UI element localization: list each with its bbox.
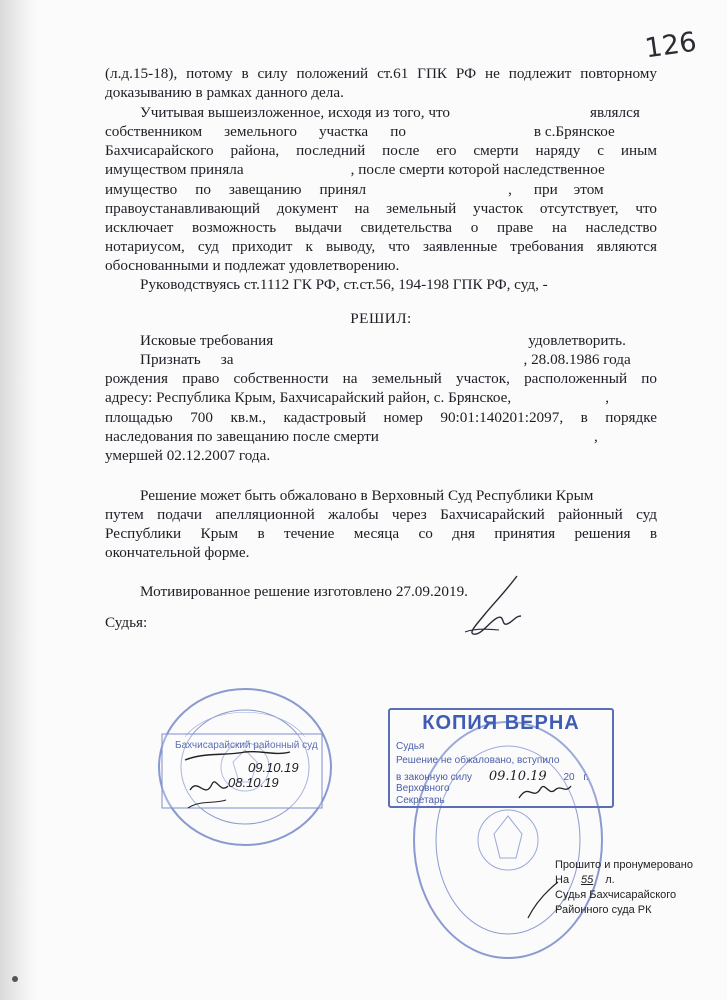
text-line: рождения право собственности на земельный участок, расположенный по bbox=[105, 370, 657, 387]
text-line: путем подачи апелляционной жалобы через Бахчисарайский районный суд bbox=[105, 506, 657, 523]
judge-signature bbox=[455, 572, 535, 642]
text-line: Республики Крым в течение месяца со дня принятия решения в bbox=[105, 525, 657, 542]
left-stamp-court-name: Бахчисарайский районный суд bbox=[175, 740, 318, 751]
stamp-verdict-label: Верховного bbox=[396, 783, 450, 794]
text-line: Решение может быть обжаловано в Верховный Суд Республики Крым bbox=[140, 487, 594, 504]
stamp-judge-label: Судья bbox=[396, 741, 425, 752]
court-seal-left bbox=[150, 682, 340, 852]
binding-line-3: Судья Бахчисарайского bbox=[555, 889, 677, 901]
stamp-title: КОПИЯ ВЕРНА bbox=[422, 712, 580, 734]
text-line: собственником земельного участка по в с.Брянское bbox=[105, 123, 615, 140]
decision-heading: РЕШИЛ: bbox=[350, 310, 412, 327]
binding-line-2: На 55 л. bbox=[555, 874, 615, 886]
text-line: доказыванию в рамках данного дела. bbox=[105, 84, 344, 101]
left-stamp-date-2: 08.10.19 bbox=[228, 775, 279, 790]
page-number: 126 bbox=[643, 26, 699, 65]
binding-line-1: Прошито и пронумеровано bbox=[555, 859, 693, 871]
text-line: нотариусом, суд приходит к выводу, что заявленные требования являются bbox=[105, 238, 657, 255]
text-line: Исковые требования удовлетворить. bbox=[140, 332, 626, 349]
scan-edge-shadow bbox=[0, 0, 38, 1000]
text-line: исключает возможность выдачи свидетельства о праве на наследство bbox=[105, 219, 657, 236]
text-line: (л.д.15-18), потому в силу положений ст.61 ГПК РФ не подлежит повторному bbox=[105, 65, 657, 82]
text-line: Руководствуясь ст.1112 ГК РФ, ст.ст.56, 194-198 ГПК РФ, суд, - bbox=[140, 276, 548, 293]
stamp-secretary-label: Секретарь bbox=[396, 795, 445, 806]
text-line: правоустанавливающий документ на земельный участок отсутствует, что bbox=[105, 200, 657, 217]
stamp-force-line: в законную силу 09.10.19 20 г. bbox=[396, 769, 589, 784]
text-line: имуществом приняла , после смерти которой наследственное bbox=[105, 161, 605, 178]
text-line: окончательной форме. bbox=[105, 544, 250, 561]
judge-label: Судья: bbox=[105, 614, 148, 631]
text-line: умершей 02.12.2007 года. bbox=[105, 447, 271, 464]
text-line: адресу: Республика Крым, Бахчисарайский район, с. Брянское, , bbox=[105, 389, 610, 406]
text-line: обоснованными и подлежат удовлетворению. bbox=[105, 257, 400, 274]
text-line: имущество по завещанию принял , при этом bbox=[105, 181, 604, 198]
binding-note bbox=[555, 858, 715, 918]
left-stamp-date-1: 09.10.19 bbox=[248, 760, 299, 775]
text-line: Учитывая вышеизложенное, исходя из того, что являлся bbox=[140, 104, 640, 121]
scan-speck bbox=[12, 976, 18, 982]
text-line: Признать за , 28.08.1986 года bbox=[140, 351, 631, 368]
stamp-signature bbox=[515, 776, 575, 806]
certified-copy-stamp bbox=[388, 708, 614, 808]
text-line: Бахчисарайского района, последний после его смерти наряду с иным bbox=[105, 142, 657, 159]
text-line: наследования по завещанию после смерти , bbox=[105, 428, 598, 445]
binding-line-4: Районного суда РК bbox=[555, 904, 652, 916]
stamp-status-line: Решение не обжаловано, вступило bbox=[396, 755, 560, 766]
text-line: Мотивированное решение изготовлено 27.09.2019. bbox=[140, 583, 468, 600]
text-line: площадью 700 кв.м., кадастровый номер 90:01:140201:2097, в порядке bbox=[105, 409, 657, 426]
